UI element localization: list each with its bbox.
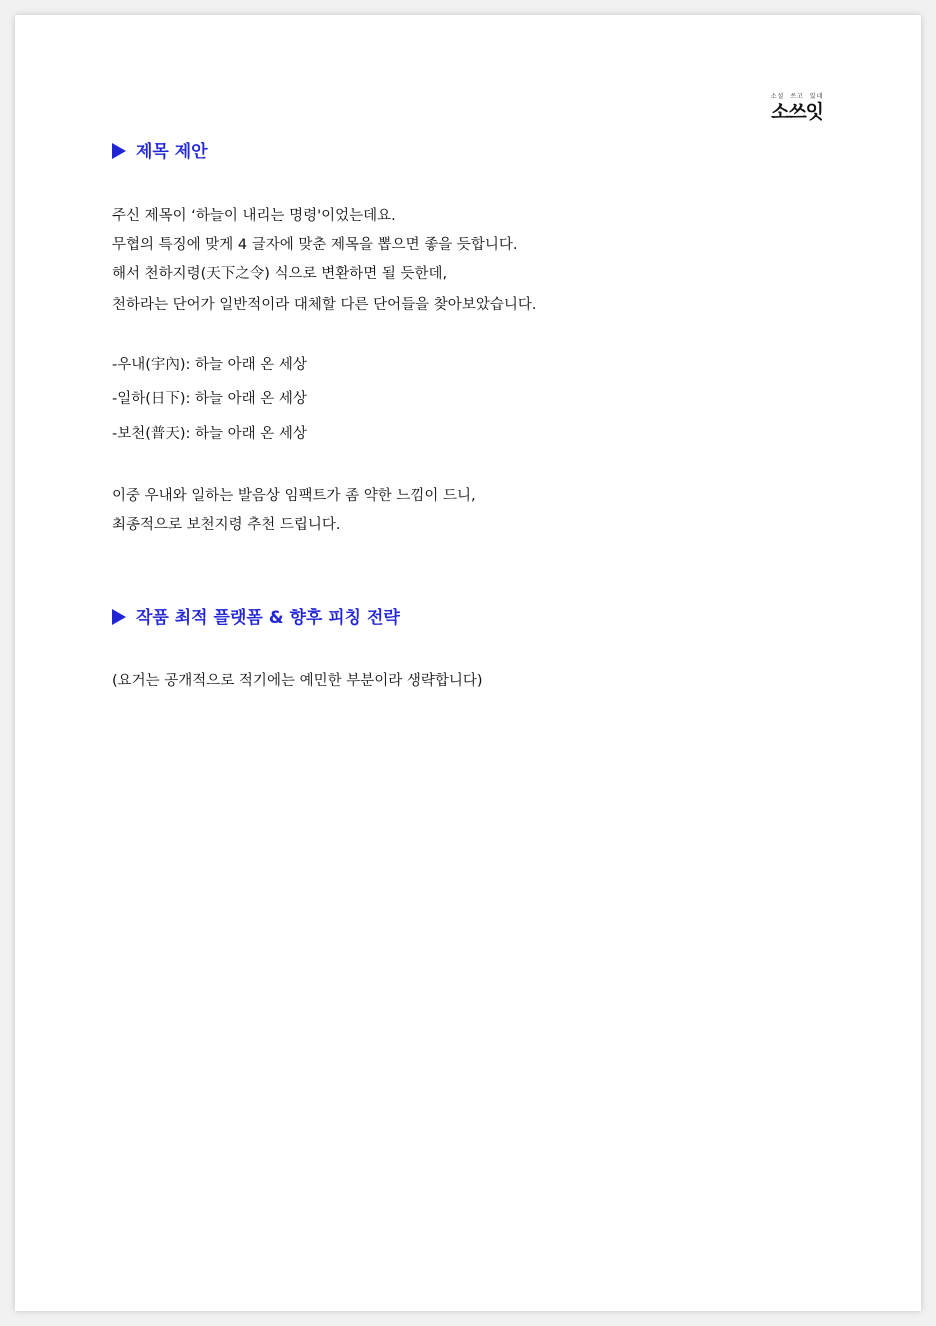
paragraph-line: 천하라는 단어가 일반적이라 대체할 다른 단어들을 찾아보았습니다. bbox=[112, 297, 537, 313]
list-item: -보천(普天): 하늘 아래 온 세상 bbox=[112, 426, 307, 442]
list-item: -일하(日下): 하늘 아래 온 세상 bbox=[112, 391, 307, 407]
heading-text: 제목 제안 bbox=[136, 142, 208, 162]
brand-logo bbox=[766, 93, 828, 123]
logo-subtitle: 소설 쓰고 있네 bbox=[770, 93, 824, 100]
triangle-bullet-icon bbox=[112, 143, 126, 159]
paragraph-line: 해서 천하지령(天下之令) 식으로 변환하면 될 듯한데, bbox=[112, 266, 448, 282]
list-item: -우내(宇內): 하늘 아래 온 세상 bbox=[112, 357, 307, 373]
paragraph-line: 무협의 특징에 맞게 4 글자에 맞춘 제목을 뽑으면 좋을 듯합니다. bbox=[112, 237, 518, 253]
note-text: (요거는 공개적으로 적기에는 예민한 부분이라 생략합니다) bbox=[112, 673, 483, 689]
logo-title: 소쓰잇 bbox=[770, 101, 824, 123]
section-heading-title-suggestion bbox=[112, 137, 208, 162]
paragraph-line: 최종적으로 보천지령 추천 드립니다. bbox=[112, 517, 341, 533]
triangle-bullet-icon bbox=[112, 609, 126, 625]
section-heading-platform-strategy bbox=[112, 603, 400, 628]
heading-text: 작품 최적 플랫폼 & 향후 피칭 전략 bbox=[136, 608, 400, 628]
document-page bbox=[15, 15, 921, 1311]
paragraph-line: 주신 제목이 ‘하늘이 내리는 명령'이었는데요. bbox=[112, 208, 396, 224]
paragraph-line: 이중 우내와 일하는 발음상 임팩트가 좀 약한 느낌이 드니, bbox=[112, 488, 476, 504]
